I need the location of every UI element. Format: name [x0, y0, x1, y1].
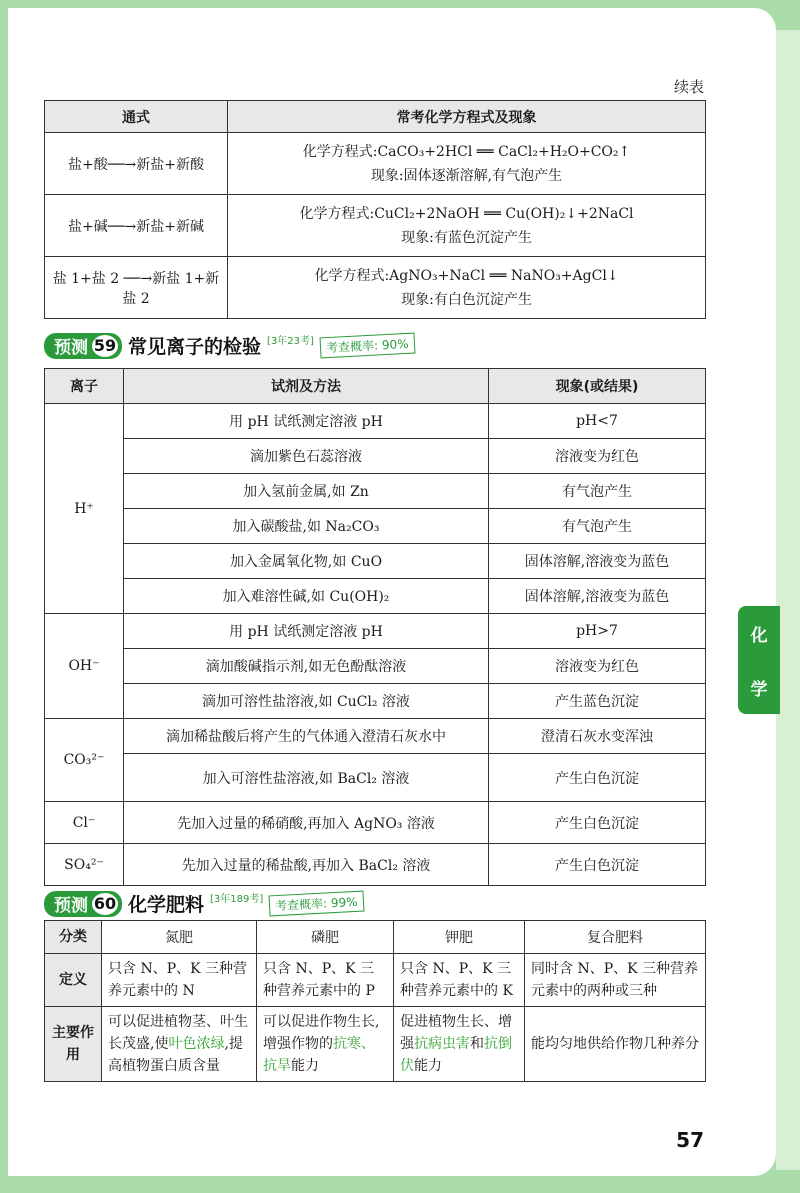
phenomenon: 现象:有蓝色沉淀产生 [401, 229, 532, 246]
table-row [45, 579, 706, 614]
table-header-row [45, 369, 706, 404]
probability-stamp: 考查概率: 90% [319, 333, 415, 359]
ion-cell: Cl⁻ [45, 802, 124, 844]
reaction-type: 盐+碱──→新盐+新碱 [45, 195, 228, 257]
definition-cell: 只含 N、P、K 三种营养元素中的 K [394, 954, 525, 1007]
exam-frequency: [3年189考] [210, 894, 264, 905]
function-cell [394, 1007, 525, 1082]
table-row [45, 195, 706, 257]
col-header-ion: 离子 [45, 369, 124, 404]
equation: 化学方程式:AgNO₃+NaCl ══ NaNO₃+AgCl↓ [314, 267, 619, 284]
method-cell: 用 pH 试纸测定溶液 pH [124, 614, 489, 649]
row-label-definition: 定义 [45, 954, 102, 1007]
method-cell: 加入碳酸盐,如 Na₂CO₃ [124, 509, 489, 544]
ion-cell: CO₃²⁻ [45, 719, 124, 802]
table-row [45, 439, 706, 474]
method-cell: 滴加紫色石蕊溶液 [124, 439, 489, 474]
table-row [45, 257, 706, 319]
fertilizer-table [44, 920, 706, 1082]
col-header-result: 现象(或结果) [489, 369, 706, 404]
badge-label: 预测 [54, 896, 88, 916]
ion-cell: H⁺ [45, 404, 124, 614]
method-cell: 用 pH 试纸测定溶液 pH [124, 404, 489, 439]
prediction-badge [44, 891, 122, 917]
text: 能力 [291, 1058, 319, 1074]
phenomenon: 现象:有白色沉淀产生 [401, 291, 532, 308]
col-header-potassium: 钾肥 [394, 921, 525, 954]
text: 和 [470, 1036, 484, 1052]
method-cell: 滴加酸碱指示剂,如无色酚酞溶液 [124, 649, 489, 684]
highlight: 抗寒 [333, 1036, 361, 1052]
function-cell: 能均匀地供给作物几种养分 [525, 1007, 706, 1082]
highlight: 抗旱 [263, 1058, 291, 1074]
equation: 化学方程式:CaCO₃+2HCl ══ CaCl₂+H₂O+CO₂↑ [302, 143, 631, 160]
table-row [45, 684, 706, 719]
table-header-row [45, 921, 706, 954]
method-cell: 加入金属氧化物,如 CuO [124, 544, 489, 579]
subject-tab[interactable] [738, 606, 780, 714]
equation: 化学方程式:CuCl₂+2NaOH ══ Cu(OH)₂↓+2NaCl [299, 205, 634, 222]
method-cell: 加入难溶性碱,如 Cu(OH)₂ [124, 579, 489, 614]
table-row [45, 649, 706, 684]
result-cell: 产生白色沉淀 [489, 754, 706, 802]
text: 可以促进植物茎、叶生长茂盛,使 [108, 1014, 248, 1052]
method-cell: 滴加稀盐酸后将产生的气体通入澄清石灰水中 [124, 719, 489, 754]
result-cell: 溶液变为红色 [489, 439, 706, 474]
page-number: 57 [676, 1128, 704, 1152]
table-row [45, 404, 706, 439]
phenomenon: 现象:固体逐渐溶解,有气泡产生 [370, 167, 563, 184]
text: 能力 [414, 1058, 442, 1074]
definition-cell: 同时含 N、P、K 三种营养元素中的两种或三种 [525, 954, 706, 1007]
continued-label: 续表 [673, 78, 704, 96]
result-cell: 固体溶解,溶液变为蓝色 [489, 579, 706, 614]
table-row [45, 509, 706, 544]
exam-frequency: [3年23考] [267, 336, 314, 347]
table-row [45, 544, 706, 579]
result-cell: 澄清石灰水变浑浊 [489, 719, 706, 754]
page-edge [776, 30, 800, 1170]
col-header-phosphorus: 磷肥 [257, 921, 394, 954]
table-row [45, 754, 706, 802]
col-header-equation: 常考化学方程式及现象 [228, 101, 706, 133]
col-header-nitrogen: 氮肥 [102, 921, 257, 954]
badge-label: 预测 [54, 338, 88, 358]
result-cell: 有气泡产生 [489, 474, 706, 509]
section-title: 化学肥料 [128, 894, 205, 916]
section-title: 常见离子的检验 [128, 336, 262, 358]
table-row [45, 1007, 706, 1082]
section-heading-59 [44, 332, 414, 359]
table-row [45, 844, 706, 886]
col-header-method: 试剂及方法 [124, 369, 489, 404]
reaction-type: 盐 1+盐 2 ──→新盐 1+新盐 2 [45, 257, 228, 319]
table-row [45, 719, 706, 754]
col-header-category: 分类 [45, 921, 102, 954]
result-cell: pH<7 [489, 404, 706, 439]
ion-cell: OH⁻ [45, 614, 124, 719]
table-row [45, 133, 706, 195]
highlight: 抗病虫害 [414, 1036, 470, 1052]
function-cell [257, 1007, 394, 1082]
definition-cell: 只含 N、P、K 三种营养元素中的 P [257, 954, 394, 1007]
prediction-badge [44, 333, 122, 359]
probability-stamp: 考查概率: 99% [269, 891, 365, 917]
highlight: 抗倒伏 [400, 1036, 512, 1074]
text: 促进植物生长、增强 [400, 1014, 512, 1052]
section-heading-60 [44, 890, 364, 917]
definition-cell: 只含 N、P、K 三种营养元素中的 N [102, 954, 257, 1007]
result-cell: 产生蓝色沉淀 [489, 684, 706, 719]
method-cell: 滴加可溶性盐溶液,如 CuCl₂ 溶液 [124, 684, 489, 719]
badge-number: 59 [93, 335, 117, 355]
subject-char: 学 [750, 679, 768, 700]
method-cell: 先加入过量的稀硝酸,再加入 AgNO₃ 溶液 [124, 802, 489, 844]
table-row [45, 614, 706, 649]
row-label-function: 主要作用 [45, 1007, 102, 1082]
method-cell: 加入可溶性盐溶液,如 BaCl₂ 溶液 [124, 754, 489, 802]
ion-cell: SO₄²⁻ [45, 844, 124, 886]
result-cell: 固体溶解,溶液变为蓝色 [489, 544, 706, 579]
result-cell: 产生白色沉淀 [489, 844, 706, 886]
highlight: 叶色浓绿 [168, 1036, 225, 1052]
table-row [45, 474, 706, 509]
method-cell: 加入氢前金属,如 Zn [124, 474, 489, 509]
separator: 、 [361, 1036, 375, 1052]
table-row [45, 954, 706, 1007]
text: 可以促进作物生长,增强作物的 [263, 1014, 380, 1052]
result-cell: 产生白色沉淀 [489, 802, 706, 844]
col-header-compound: 复合肥料 [525, 921, 706, 954]
badge-number: 60 [93, 893, 117, 913]
method-cell: 先加入过量的稀盐酸,再加入 BaCl₂ 溶液 [124, 844, 489, 886]
reaction-type: 盐+酸──→新盐+新酸 [45, 133, 228, 195]
salt-reactions-table [44, 100, 706, 319]
table-row [45, 802, 706, 844]
ion-test-table [44, 368, 706, 886]
result-cell: pH>7 [489, 614, 706, 649]
col-header-type: 通式 [45, 101, 228, 133]
result-cell: 溶液变为红色 [489, 649, 706, 684]
subject-char: 化 [750, 625, 768, 646]
text: ,提高植物蛋白质含量 [108, 1036, 243, 1074]
function-cell [102, 1007, 257, 1082]
result-cell: 有气泡产生 [489, 509, 706, 544]
